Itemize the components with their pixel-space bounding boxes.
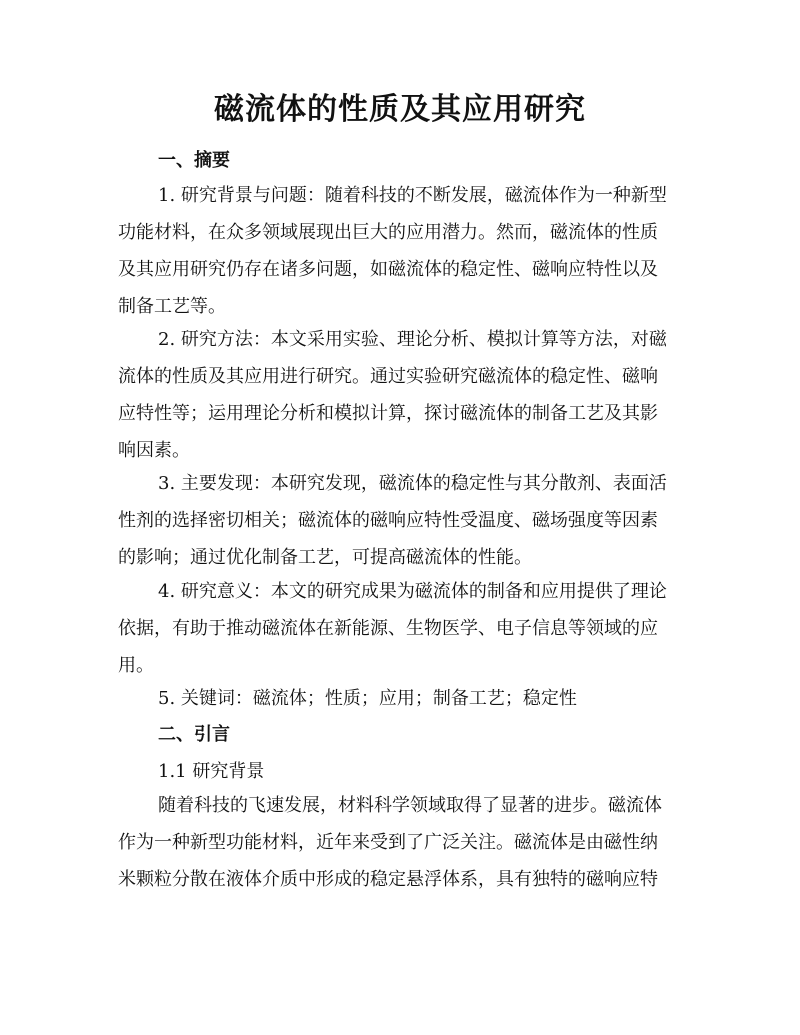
text-line: 作为一种新型功能材料，近年来受到了广泛关注。磁流体是由磁性纳 <box>118 832 658 853</box>
abstract-item-4 <box>118 573 680 684</box>
abstract-keywords <box>118 680 680 717</box>
text-line: 1. 研究背景与问题：随着科技的不断发展，磁流体作为一种新型 <box>158 185 667 206</box>
text-line: 响因素。 <box>118 440 190 461</box>
text-line: 制备工艺等。 <box>118 296 226 317</box>
document-title: 磁流体的性质及其应用研究 <box>214 92 586 127</box>
text-line: 3. 主要发现：本研究发现，磁流体的稳定性与其分散剂、表面活 <box>158 473 667 494</box>
intro-paragraph <box>118 787 680 898</box>
abstract-item-1 <box>118 177 680 325</box>
section-heading-abstract: 一、摘要 <box>158 150 230 171</box>
abstract-item-3 <box>118 465 680 576</box>
text-line: 依据，有助于推动磁流体在新能源、生物医学、电子信息等领域的应 <box>118 618 658 639</box>
text-line: 2. 研究方法：本文采用实验、理论分析、模拟计算等方法，对磁 <box>158 329 667 350</box>
text-line: 及其应用研究仍存在诸多问题，如磁流体的稳定性、磁响应特性以及 <box>118 259 658 280</box>
abstract-item-2 <box>118 321 680 469</box>
text-line: 的影响；通过优化制备工艺，可提高磁流体的性能。 <box>118 547 532 568</box>
text-line: 米颗粒分散在液体介质中形成的稳定悬浮体系，具有独特的磁响应特 <box>118 869 658 890</box>
text-line: 应特性等；运用理论分析和模拟计算，探讨磁流体的制备工艺及其影 <box>118 403 658 424</box>
text-line: 4. 研究意义：本文的研究成果为磁流体的制备和应用提供了理论 <box>158 581 667 602</box>
text-line: 5. 关键词：磁流体；性质；应用；制备工艺；稳定性 <box>158 688 577 709</box>
text-line: 性剂的选择密切相关；磁流体的磁响应特性受温度、磁场强度等因素 <box>118 510 658 531</box>
section-heading-introduction: 二、引言 <box>158 724 230 745</box>
text-line: 流体的性质及其应用进行研究。通过实验研究磁流体的稳定性、磁响 <box>118 366 658 387</box>
subsection-heading-background: 1.1 研究背景 <box>158 761 265 782</box>
text-line: 随着科技的飞速发展，材料科学领域取得了显著的进步。磁流体 <box>158 795 662 816</box>
text-line: 功能材料，在众多领域展现出巨大的应用潜力。然而，磁流体的性质 <box>118 222 658 243</box>
text-line: 用。 <box>118 655 154 676</box>
